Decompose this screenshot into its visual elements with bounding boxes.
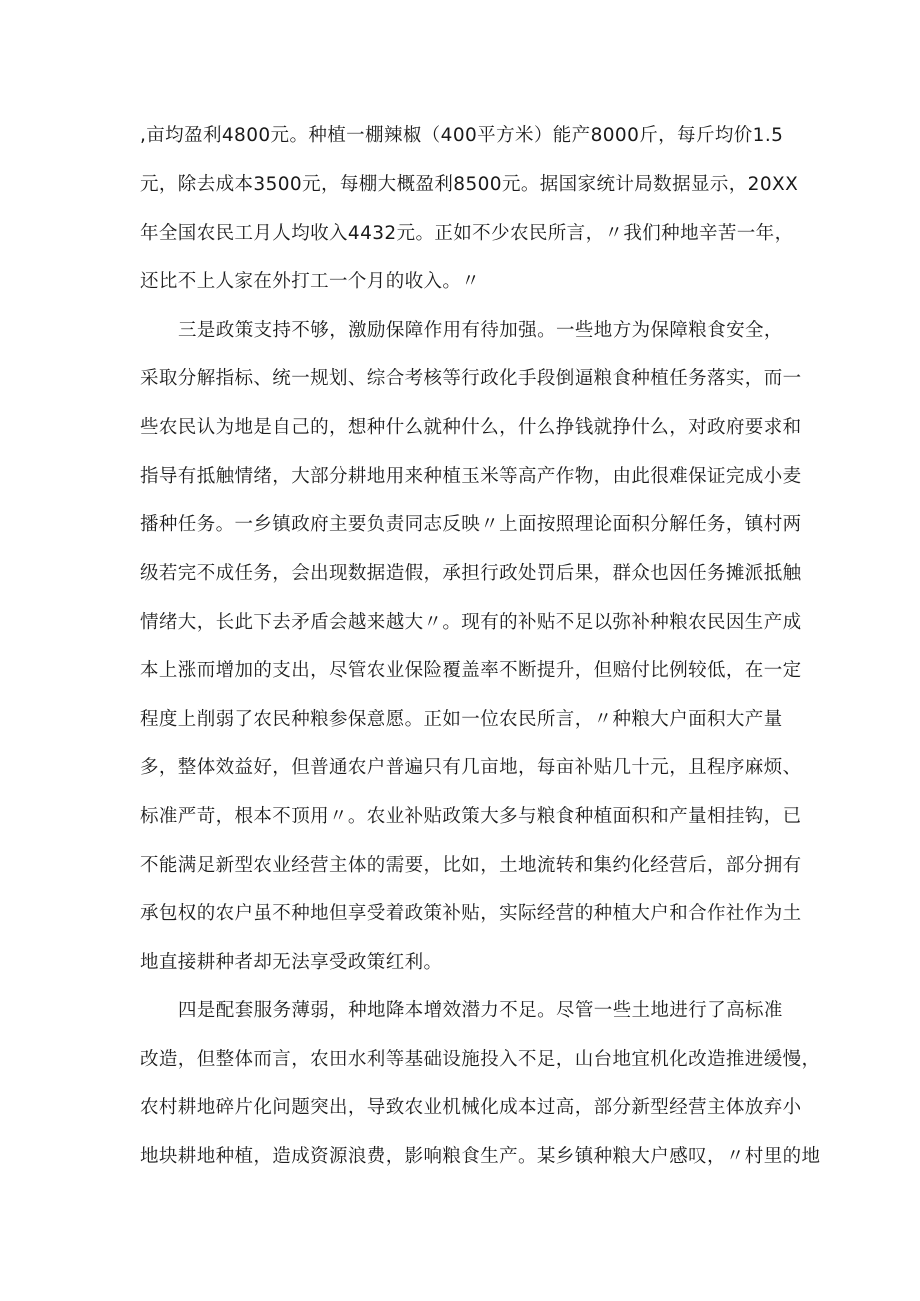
paragraph-line: 承包权的农户虽不种地但享受着政策补贴，实际经营的种植大户和合作社作为土 (140, 903, 802, 924)
paragraph-line: 播种任务。一乡镇政府主要负责同志反映〃上面按照理论面积分解任务，镇村两 (140, 514, 802, 535)
paragraph-line: 标准严苛，根本不顶用〃。农业补贴政策大多与粮食种植面积和产量相挂钩，已 (140, 806, 802, 827)
paragraph-line: 地直接耕种者却无法享受政策红利。 (140, 952, 443, 973)
paragraph-line: 本上涨而增加的支出，尽管农业保险覆盖率不断提升，但赔付比例较低，在一定 (140, 660, 802, 681)
paragraph-line: 还比不上人家在外打工一个月的收入。〃 (140, 271, 481, 292)
paragraph-line: 情绪大，长此下去矛盾会越来越大〃。现有的补贴不足以弥补种粮农民因生产成 (140, 612, 802, 633)
paragraph-line: 不能满足新型农业经营主体的需要，比如，土地流转和集约化经营后，部分拥有 (140, 855, 802, 876)
paragraph-line: 年全国农民工月人均收入4432元。正如不少农民所言，〃我们种地辛苦一年， (140, 223, 794, 244)
paragraph-line: 农村耕地碎片化问题突出，导致农业机械化成本过高，部分新型经营主体放弃小 (140, 1097, 802, 1118)
paragraph-line: 指导有抵触情绪，大部分耕地用来种植玉米等高产作物，由此很难保证完成小麦 (140, 466, 802, 487)
paragraph-line: 四是配套服务薄弱，种地降本增效潜力不足。尽管一些土地进行了高标准 (178, 1000, 783, 1021)
paragraph-line: 级若完不成任务，会出现数据造假，承担行政处罚后果，群众也因任务摊派抵触 (140, 563, 802, 584)
paragraph-line: ,亩均盈利4800元。种植一棚辣椒（400平方米）能产8000斤，每斤均价1.5 (140, 125, 784, 146)
paragraph-line: 三是政策支持不够，激励保障作用有待加强。一些地方为保障粮食安全， (178, 320, 783, 341)
paragraph-line: 地块耕地种植，造成资源浪费，影响粮食生产。某乡镇种粮大户感叹，〃村里的地 (140, 1146, 821, 1167)
paragraph-line: 元，除去成本3500元，每棚大概盈利8500元。据国家统计局数据显示，20XX (140, 174, 799, 195)
paragraph-line: 多，整体效益好，但普通农户普遍只有几亩地，每亩补贴几十元，且程序麻烦、 (140, 757, 802, 778)
paragraph-line: 程度上削弱了农民种粮参保意愿。正如一位农民所言，〃种粮大户面积大产量 (140, 709, 783, 730)
paragraph-line: 改造，但整体而言，农田水利等基础设施投入不足，山台地宜机化改造推进缓慢， (140, 1049, 821, 1070)
paragraph-line: 采取分解指标、统一规划、综合考核等行政化手段倒逼粮食种植任务落实，而一 (140, 368, 802, 389)
paragraph-line: 些农民认为地是自己的，想种什么就种什么，什么挣钱就挣什么，对政府要求和 (140, 417, 802, 438)
